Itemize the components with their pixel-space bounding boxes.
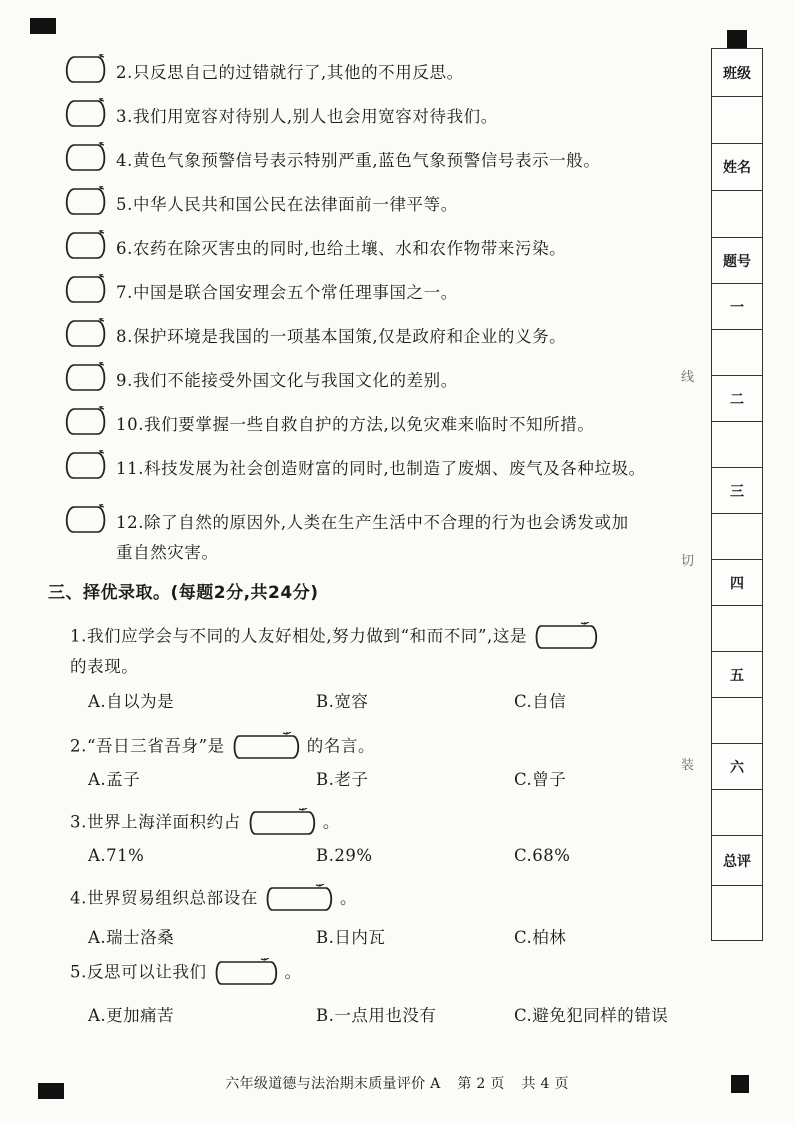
answer-box[interactable]	[213, 958, 279, 988]
score-side-panel	[711, 48, 763, 941]
registration-mark-top-left	[30, 18, 56, 34]
judgement-item	[62, 322, 682, 352]
question-stem-after: 的表现。	[70, 657, 139, 676]
side-score-3[interactable]	[712, 513, 762, 559]
option-a[interactable]: A.71%	[88, 846, 145, 865]
option-c[interactable]: C.曾子	[514, 770, 567, 789]
question-options	[88, 688, 688, 712]
question-stem	[70, 732, 680, 762]
question-stem-after: 。	[339, 888, 358, 908]
option-a[interactable]: A.更加痛苦	[88, 1006, 175, 1025]
judgement-text: 8.保护环境是我国的一项基本国策,仅是政府和企业的义务。	[116, 327, 567, 346]
option-b[interactable]: B.日内瓦	[316, 928, 386, 947]
judgement-text: 6.农药在除灭害虫的同时,也给土壤、水和农作物带来污染。	[116, 239, 567, 258]
judgement-text: 5.中华人民共和国公民在法律面前一律平等。	[116, 195, 458, 214]
side-label-6: 六	[712, 743, 762, 789]
side-score-5[interactable]	[712, 697, 762, 743]
question-stem	[70, 884, 680, 914]
answer-bracket[interactable]	[62, 406, 108, 436]
answer-bracket[interactable]	[62, 230, 108, 260]
question-stem	[70, 622, 680, 680]
answer-bracket[interactable]	[62, 186, 108, 216]
judgement-text: 3.我们用宽容对待别人,别人也会用宽容对待我们。	[116, 107, 498, 126]
answer-box[interactable]	[231, 732, 301, 762]
answer-bracket[interactable]	[62, 504, 108, 534]
side-score-total[interactable]	[712, 885, 762, 939]
cut-mark-cut: 切	[681, 554, 695, 569]
question-stem-after: 的名言。	[306, 736, 376, 756]
answer-box[interactable]	[533, 622, 599, 652]
judgement-text: 4.黄色气象预警信号表示特别严重,蓝色气象预警信号表示一般。	[116, 151, 601, 170]
cut-mark-line: 线	[681, 370, 695, 385]
option-c[interactable]: C.自信	[514, 692, 567, 711]
option-b[interactable]: B.一点用也没有	[316, 1006, 437, 1025]
judgement-item	[62, 234, 682, 264]
answer-bracket[interactable]	[62, 318, 108, 348]
answer-bracket[interactable]	[62, 450, 108, 480]
judgement-text-line1: 12.除了自然的原因外,人类在生产生活中不合理的行为也会诱发或加	[116, 513, 629, 532]
question-stem-before: 3.世界上海洋面积约占	[70, 812, 241, 832]
side-score-2[interactable]	[712, 421, 762, 467]
question-stem-after: 。	[284, 962, 302, 982]
judgement-text: 11.科技发展为社会创造财富的同时,也制造了废烟、废气及各种垃圾。	[116, 459, 646, 478]
judgement-item	[62, 410, 682, 440]
side-label-1: 一	[712, 283, 762, 329]
cut-mark-bind: 装	[681, 758, 695, 773]
side-score-4[interactable]	[712, 605, 762, 651]
judgement-item	[62, 278, 682, 308]
side-label-3: 三	[712, 467, 762, 513]
footer-title: 六年级道德与法治期末质量评价 A	[225, 1076, 441, 1092]
answer-bracket[interactable]	[62, 274, 108, 304]
side-field-class[interactable]	[712, 96, 762, 143]
side-label-total: 总评	[712, 835, 762, 885]
question-stem-before: 5.反思可以让我们	[70, 962, 207, 982]
option-b[interactable]: B.宽容	[316, 692, 369, 711]
side-label-class: 班级	[723, 65, 751, 82]
judgement-text: 7.中国是联合国安理会五个常任理事国之一。	[116, 283, 458, 302]
question-stem	[70, 958, 680, 988]
question-stem-before: 4.世界贸易组织总部设在	[70, 888, 258, 908]
judgement-text	[116, 508, 629, 568]
side-field-name[interactable]	[712, 190, 762, 237]
judgement-item	[62, 454, 682, 484]
option-c[interactable]: C.避免犯同样的错误	[514, 1006, 669, 1025]
question-stem	[70, 808, 680, 838]
judgement-text: 2.只反思自己的过错就行了,其他的不用反思。	[116, 63, 464, 82]
judgement-item	[62, 58, 682, 88]
question-options	[88, 846, 688, 870]
answer-bracket[interactable]	[62, 54, 108, 84]
registration-mark-top-right	[727, 30, 747, 48]
side-label-5: 五	[712, 651, 762, 697]
question-options	[88, 766, 688, 790]
question-stem-before: 1.我们应学会与不同的人友好相处,努力做到“和而不同”,这是	[70, 626, 528, 646]
answer-bracket[interactable]	[62, 142, 108, 172]
side-label-question-no: 题号	[712, 237, 762, 283]
answer-box[interactable]	[264, 884, 334, 914]
footer-page: 第 2 页	[457, 1076, 505, 1092]
judgement-item	[62, 146, 682, 176]
judgement-text: 10.我们要掌握一些自救自护的方法,以免灾难来临时不知所措。	[116, 415, 595, 434]
answer-box[interactable]	[247, 808, 317, 838]
side-label-name: 姓名	[712, 143, 762, 190]
question-stem-before: 2.“吾日三省吾身”是	[70, 736, 225, 756]
option-a[interactable]: A.瑞士洛桑	[88, 928, 175, 947]
answer-bracket[interactable]	[62, 362, 108, 392]
question-options	[88, 1002, 688, 1026]
option-a[interactable]: A.孟子	[88, 770, 141, 789]
question-stem-after: 。	[322, 812, 340, 832]
section-title: 三、择优录取。(每题2分,共24分)	[48, 583, 319, 603]
option-c[interactable]: C.68%	[514, 846, 571, 865]
option-b[interactable]: B.老子	[316, 770, 369, 789]
judgement-text: 9.我们不能接受外国文化与我国文化的差别。	[116, 371, 458, 390]
option-c[interactable]: C.柏林	[514, 928, 567, 947]
side-label-2: 二	[712, 375, 762, 421]
question-options	[88, 924, 688, 948]
side-label-4: 四	[712, 559, 762, 605]
judgement-item	[62, 190, 682, 220]
option-b[interactable]: B.29%	[316, 846, 373, 865]
side-score-6[interactable]	[712, 789, 762, 835]
side-score-1[interactable]	[712, 329, 762, 375]
footer-total: 共 4 页	[521, 1076, 569, 1092]
judgement-text-line2: 重自然灾害。	[116, 543, 219, 562]
judgement-item	[62, 508, 682, 568]
answer-bracket[interactable]	[62, 98, 108, 128]
judgement-item	[62, 366, 682, 396]
option-a[interactable]: A.自以为是	[88, 692, 175, 711]
judgement-item	[62, 102, 682, 132]
page-footer	[0, 1073, 794, 1093]
